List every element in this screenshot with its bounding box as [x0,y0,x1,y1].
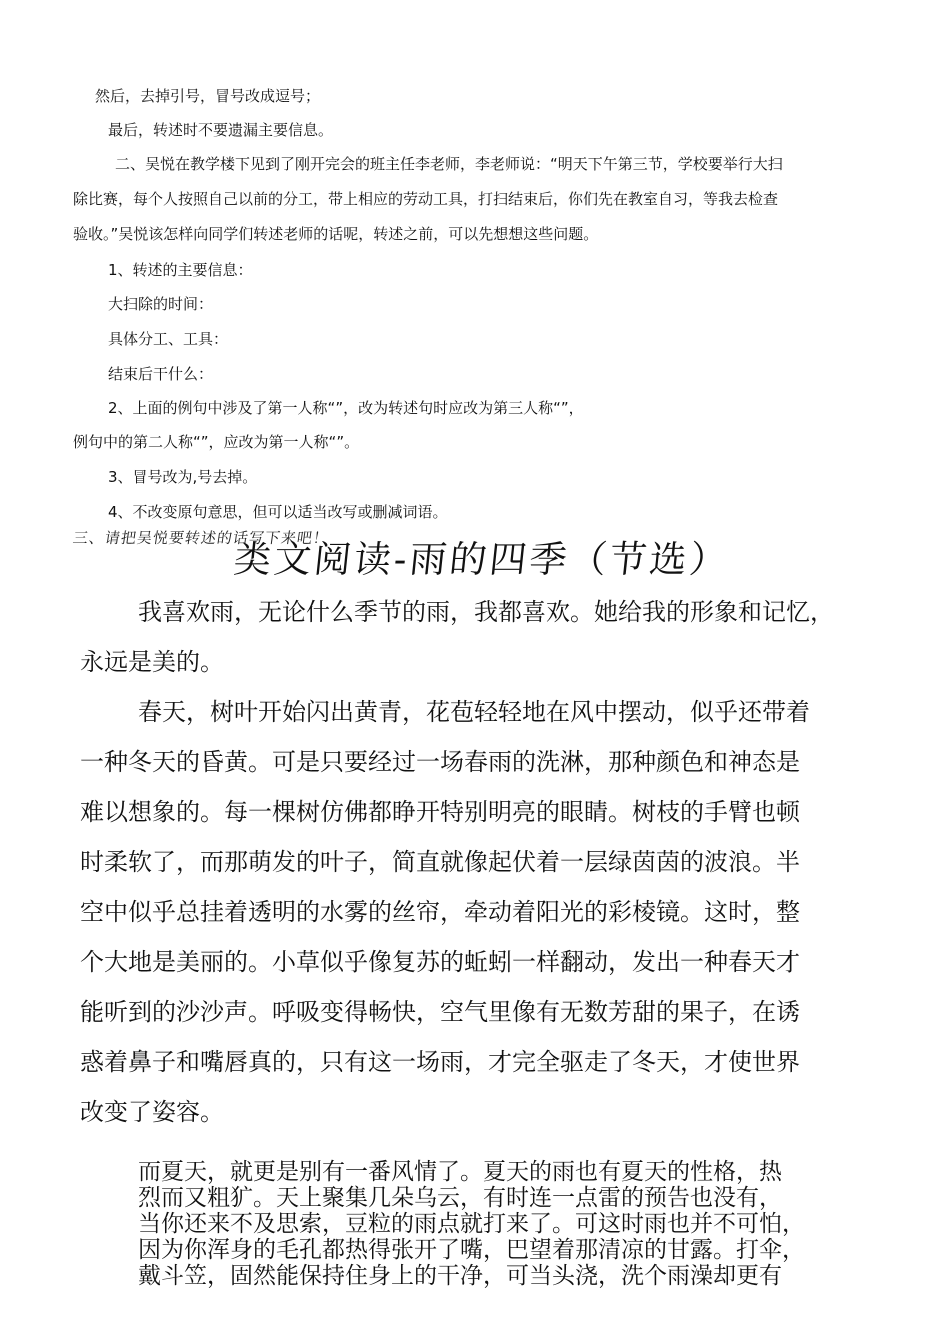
prompt-person-change: 例句中的第二人称“”，应改为第一人称“”。 [73,433,360,451]
prompt-main-info: 1、转述的主要信息： [108,261,253,279]
question-two-line: 验收。”吴悦该怎样向同学们转述老师的话呢，转述之前，可以先想想这些问题。 [73,225,599,243]
prompt-division-tools: 具体分工、工具： [108,330,229,348]
summer-line: 当你还来不及思索，豆粒的雨点就打来了。可这时雨也并不可怕， [138,1211,805,1237]
summer-line: 烈而又粗犷。天上聚集几朵乌云，有时连一点雷的预告也没有， [138,1185,782,1211]
prompt-person-change: 2、上面的例句中涉及了第一人称“”，改为转述句时应改为第三人称“”， [108,399,584,417]
passage-line: 我喜欢雨，无论什么季节的雨，我都喜欢。她给我的形象和记忆， [138,598,834,626]
passage-line: 改变了姿容。 [80,1098,224,1126]
prompt-time: 大扫除的时间： [108,295,214,313]
passage-line: 永远是美的。 [80,648,224,676]
prompt-after-finish: 结束后干什么： [108,365,214,383]
passage-line: 个大地是美丽的。小草似乎像复苏的蚯蚓一样翻动，发出一种春天才 [80,948,800,976]
passage-line: 惑着鼻子和嘴唇真的，只有这一场雨，才完全驱走了冬天，才使世界 [80,1048,800,1076]
passage-line: 一种冬天的昏黄。可是只要经过一场春雨的洗淋，那种颜色和神态是 [80,748,800,776]
passage-line: 空中似乎总挂着透明的水雾的丝帘，牵动着阳光的彩棱镜。这时，整 [80,898,800,926]
instruction-line: 最后，转述时不要遗漏主要信息。 [108,121,334,139]
passage-line: 时柔软了，而那萌发的叶子，简直就像起伏着一层绿茵茵的波浪。半 [80,848,800,876]
passage-line: 能听到的沙沙声。呼吸变得畅快，空气里像有无数芳甜的果子，在诱 [80,998,800,1026]
question-two-line: 二、吴悦在教学楼下见到了刚开完会的班主任李老师，李老师说：“明天下午第三节，学校要举行大扫 [115,155,783,173]
passage-line: 难以想象的。每一棵树仿佛都睁开特别明亮的眼睛。树枝的手臂也顿 [80,798,800,826]
handwritten-question-three: 三、请把吴悦要转述的话写下来吧！ [71,529,331,547]
prompt-meaning: 4、不改变原句意思，但可以适当改写或删减词语。 [108,503,448,521]
instruction-line: 然后，去掉引号，冒号改成逗号； [95,87,321,105]
prompt-punctuation: 3、冒号改为,号去掉。 [108,468,258,486]
summer-line: 戴斗笠，固然能保持住身上的干净，可当头浇，洗个雨澡却更有 [138,1263,782,1289]
question-two-line: 除比赛，每个人按照自己以前的分工，带上相应的劳动工具，打扫结束后，你们先在教室自习，等我去检查 [73,190,779,208]
reading-title: 类文阅读-雨的四季（节选） [231,538,732,581]
summer-line: 而夏天，就更是别有一番风情了。夏天的雨也有夏天的性格，热 [138,1159,782,1185]
summer-line: 因为你浑身的毛孔都热得张开了嘴，巴望着那清凉的甘露。打伞， [138,1237,805,1263]
passage-line: 春天，树叶开始闪出黄青，花苞轻轻地在风中摆动，似乎还带着 [138,698,810,726]
